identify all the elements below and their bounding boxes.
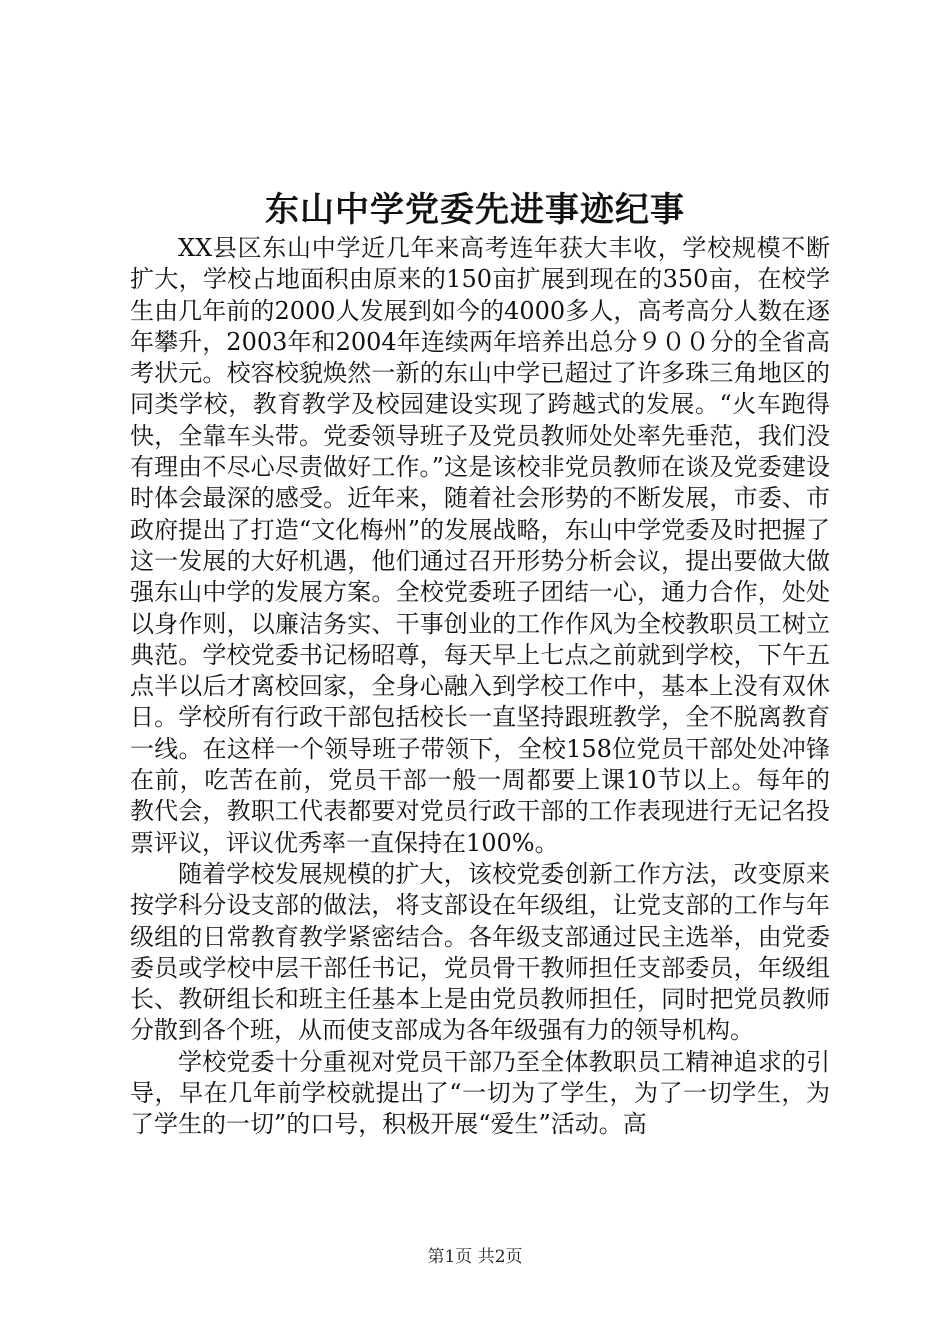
document-title: 东山中学党委先进事迹纪事 — [265, 190, 685, 230]
paragraph-1: XX县区东山中学近几年来高考连年获大丰收，学校规模不断扩大，学校占地面积由原来的150亩扩展到现在的350亩，在校学生由几年前的2000人发展到如今的4000多人，高考高分人数在逐年攀升，2003年和2004年连续两年培养出总分９００分的全省高考状元。校容校貌焕然一新的东山中学已超过了许多珠三角地区的同类学校，教育教学及校园建设实现了跨越式的发展。“火车跑得快，全靠车头带。党委领导班子及党员教师处处率先垂范，我们没有理由不尽心尽责做好工作。”这是该校非党员教师在谈及党委建设时体会最深的感受。近年来，随着社会形势的不断发展，市委、市政府提出了打造“文化梅州”的发展战略，东山中学党委及时把握了这一发展的大好机遇，他们通过召开形势分析会议，提出要做大做强东山中学的发展方案。全校党委班子团结一心，通力合作，处处以身作则，以廉洁务实、干事创业的工作作风为全校教职员工树立典范。学校党委书记杨昭尊，每天早上七点之前就到学校，下午五点半以后才离校回家，全身心融入到学校工作中，基本上没有双休日。学校所有行政干部包括校长一直坚持跟班教学，全不脱离教育一线。在这样一个领导班子带领下，全校158位党员干部处处冲锋在前，吃苦在前，党员干部一般一周都要上课10节以上。每年的教代会，教职工代表都要对党员行政干部的工作表现进行无记名投票评议，评议优秀率一直保持在100%。 — [130, 234, 830, 857]
document-body — [130, 233, 830, 1141]
page-footer: 第1页 共2页 — [427, 1247, 523, 1267]
paragraph-3: 学校党委十分重视对党员干部乃至全体教职员工精神追求的引导，早在几年前学校就提出了“一切为了学生，为了一切学生，为了学生的一切”的口号，积极开展“爱生”活动。高 — [130, 1047, 830, 1139]
paragraph-2: 随着学校发展规模的扩大，该校党委创新工作方法，改变原来按学科分设支部的做法，将支部设在年级组，让党支部的工作与年级组的日常教育教学紧密结合。各年级支部通过民主选举，由党委委员或学校中层干部任书记，党员骨干教师担任支部委员，年级组长、教研组长和班主任基本上是由党员教师担任，同时把党员教师分散到各个班，从而使支部成为各年级强有力的领导机构。 — [130, 859, 830, 1045]
